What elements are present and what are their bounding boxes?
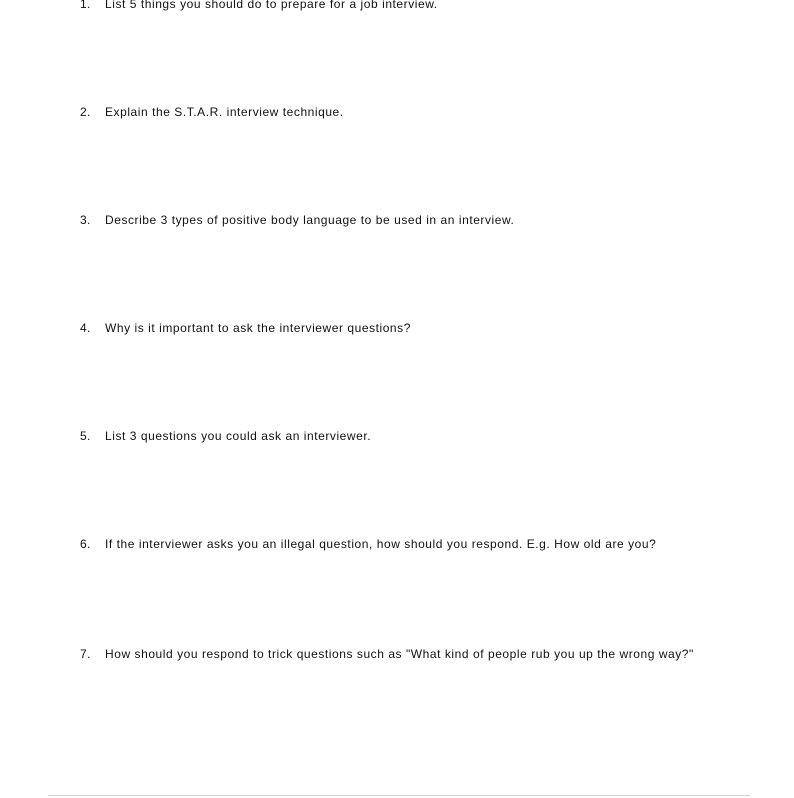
question-number: 3. xyxy=(80,213,91,227)
question-text: If the interviewer asks you an illegal question, how should you respond. E.g. How old are you? xyxy=(105,537,657,551)
question-item-2 xyxy=(0,102,794,122)
question-number: 2. xyxy=(80,105,91,119)
question-text: List 5 things you should do to prepare for a job interview. xyxy=(105,0,438,11)
question-number: 1. xyxy=(80,0,91,11)
question-text: How should you respond to trick questions such as "What kind of people rub you up the wrong way?" xyxy=(105,647,694,661)
question-number: 7. xyxy=(80,647,91,661)
question-item-1 xyxy=(0,0,794,14)
question-text: Why is it important to ask the interviewer questions? xyxy=(105,321,411,335)
page-bottom-rule xyxy=(48,795,750,796)
question-item-3 xyxy=(0,210,794,230)
question-item-5 xyxy=(0,426,794,446)
question-text: List 3 questions you could ask an interviewer. xyxy=(105,429,372,443)
question-item-6 xyxy=(0,534,794,554)
question-number: 5. xyxy=(80,429,91,443)
question-item-4 xyxy=(0,318,794,338)
question-number: 6. xyxy=(80,537,91,551)
question-text: Describe 3 types of positive body language to be used in an interview. xyxy=(105,213,515,227)
question-number: 4. xyxy=(80,321,91,335)
question-text: Explain the S.T.A.R. interview technique. xyxy=(105,105,344,119)
question-item-7 xyxy=(0,644,794,664)
